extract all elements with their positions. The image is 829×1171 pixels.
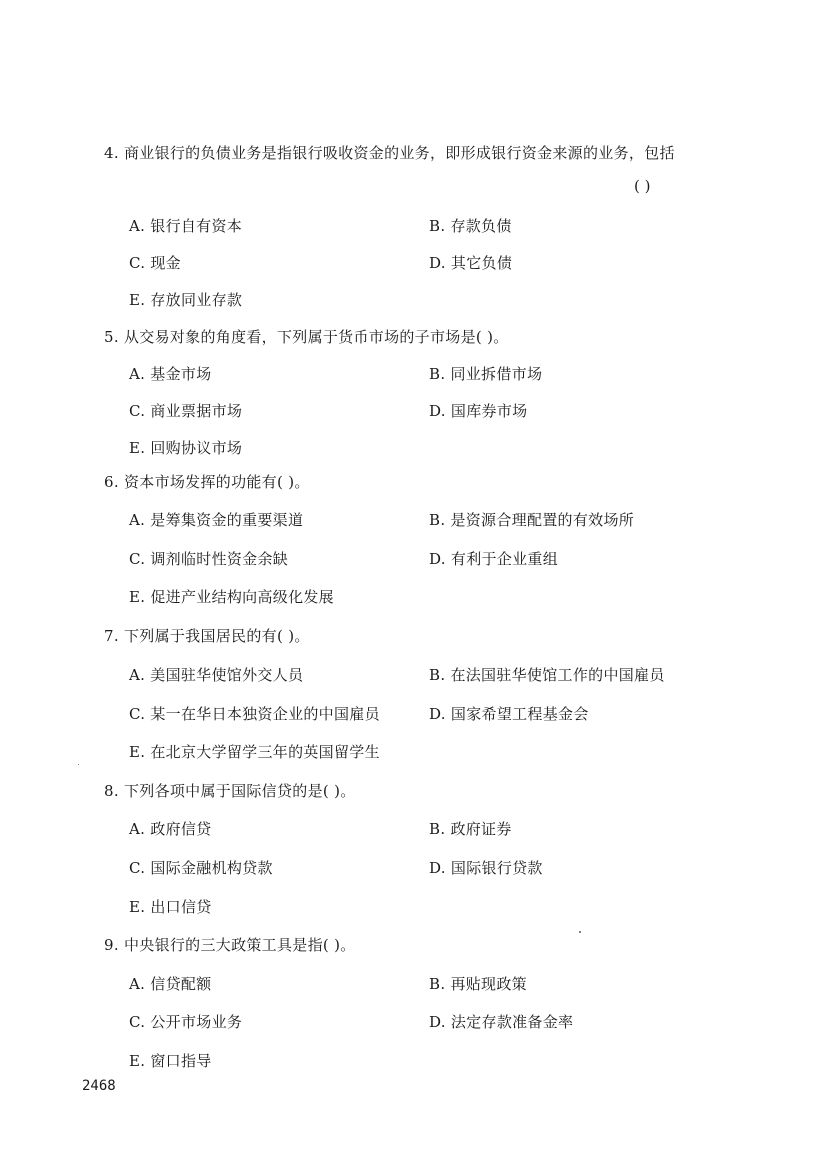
question-6-option-d: D. 有利于企业重组 — [429, 550, 559, 568]
question-5-option-b: B. 同业拆借市场 — [429, 365, 543, 383]
question-7-option-e: E. 在北京大学留学三年的英国留学生 — [129, 743, 380, 761]
question-8-option-e: E. 出口信贷 — [129, 898, 212, 916]
question-8-stem: 8. 下列各项中属于国际信贷的是( )。 — [104, 782, 356, 800]
question-7-option-a: A. 美国驻华使馆外交人员 — [129, 666, 304, 684]
question-8-option-d: D. 国际银行贷款 — [429, 859, 543, 877]
page-code: 2468 — [82, 1078, 116, 1094]
question-4-option-d: D. 其它负债 — [429, 254, 513, 272]
question-6-option-e: E. 促进产业结构向高级化发展 — [129, 588, 334, 606]
question-7-option-b: B. 在法国驻华使馆工作的中国雇员 — [429, 666, 665, 684]
question-5-stem: 5. 从交易对象的角度看，下列属于货币市场的子市场是( )。 — [104, 328, 509, 346]
question-4-stem: 4. 商业银行的负债业务是指银行吸收资金的业务，即形成银行资金来源的业务，包括 — [104, 144, 675, 162]
question-9-option-a: A. 信贷配额 — [129, 975, 212, 993]
question-7-stem: 7. 下列属于我国居民的有( )。 — [104, 627, 310, 645]
question-5-option-a: A. 基金市场 — [129, 365, 212, 383]
question-5-option-e: E. 回购协议市场 — [129, 439, 243, 457]
question-4-option-b: B. 存款负债 — [429, 217, 512, 235]
question-9-option-c: C. 公开市场业务 — [129, 1013, 243, 1031]
question-6-stem: 6. 资本市场发挥的功能有( )。 — [104, 473, 310, 491]
question-8-option-c: C. 国际金融机构贷款 — [129, 859, 273, 877]
question-6-option-a: A. 是筹集资金的重要渠道 — [129, 511, 304, 529]
question-9-option-b: B. 再贴现政策 — [429, 975, 527, 993]
question-7-option-c: C. 某一在华日本独资企业的中国雇员 — [129, 705, 380, 723]
question-4-option-a: A. 银行自有资本 — [129, 217, 243, 235]
question-9-option-d: D. 法定存款准备金率 — [429, 1013, 574, 1031]
question-6-option-b: B. 是资源合理配置的有效场所 — [429, 511, 635, 529]
question-5-option-d: D. 国库券市场 — [429, 402, 528, 420]
scan-speck — [579, 931, 581, 933]
question-5-option-c: C. 商业票据市场 — [129, 402, 243, 420]
question-9-option-e: E. 窗口指导 — [129, 1052, 212, 1070]
question-8-option-b: B. 政府证券 — [429, 820, 512, 838]
question-4-answer-paren: ( ) — [634, 177, 651, 195]
question-8-option-a: A. 政府信贷 — [129, 820, 212, 838]
question-9-stem: 9. 中央银行的三大政策工具是指( )。 — [104, 936, 356, 954]
question-4-option-c: C. 现金 — [129, 254, 181, 272]
scan-speck — [78, 764, 79, 765]
question-4-option-e: E. 存放同业存款 — [129, 291, 243, 309]
question-7-option-d: D. 国家希望工程基金会 — [429, 705, 589, 723]
question-6-option-c: C. 调剂临时性资金余缺 — [129, 550, 289, 568]
